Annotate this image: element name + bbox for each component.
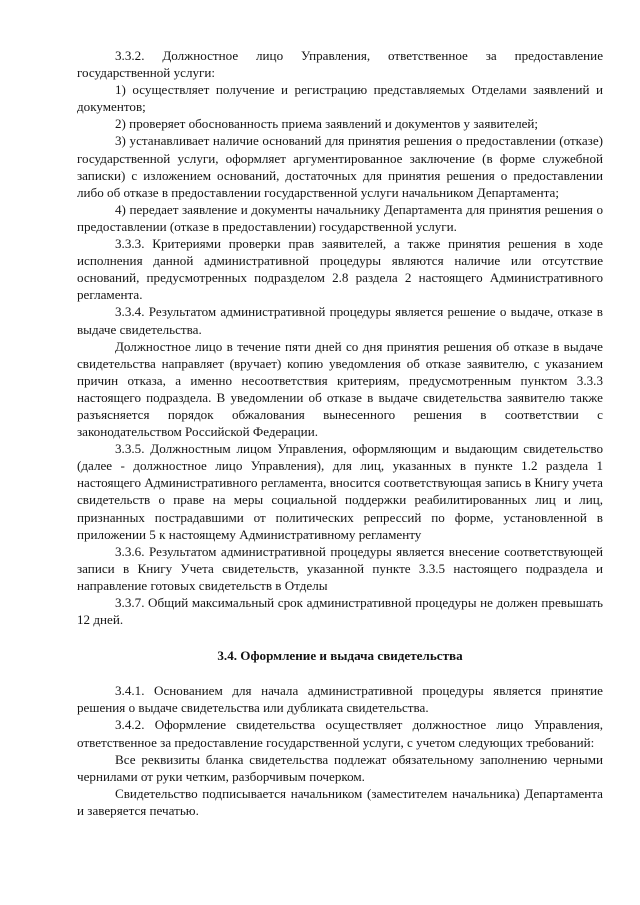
paragraph-refusal-notice: Должностное лицо в течение пяти дней со дня принятия решения об отказе в выдаче свидетельства направляет (вручает) копию уведомления об отказе заявителю, с указанием причин отказа, а именно несоответствия критериям, предусмотренным пунктом 3.3.3 настоящего подраздела. В уведомлении об отказе в выдаче свидетельства заявителю также разъясняется порядок обжалования вынесенного решения в соответствии с законодательством Российской Федерации. xyxy=(77,338,603,440)
paragraph-requisites: Все реквизиты бланка свидетельства подлежат обязательному заполнению черными чернилами от руки четким, разборчивым почерком. xyxy=(77,751,603,784)
document-page xyxy=(77,47,603,819)
paragraph-3-3-6: 3.3.6. Результатом административной процедуры является внесение соответствующей записи в Книгу Учета свидетельств, указанной пункте 3.3.5 настоящего подраздела и направление готовых свидетельств в Отделы xyxy=(77,543,603,593)
spacer xyxy=(77,628,603,647)
list-item-4: 4) передает заявление и документы начальнику Департамента для принятия решения о предоставлении (отказе в предоставлении) государственной услуги. xyxy=(77,201,603,234)
paragraph-3-4-2: 3.4.2. Оформление свидетельства осуществляет должностное лицо Управления, ответственное за предоставление государственной услуги, с учетом следующих требований: xyxy=(77,717,603,750)
paragraph-3-3-5: 3.3.5. Должностным лицом Управления, оформляющим и выдающим свидетельство (далее - должностное лицо Управления), для лиц, указанных в пункте 1.2 раздела 1 настоящего Административного регламента, вносится соответствующая запись в Книгу учета свидетельств о праве на меры социальной поддержки реабилитированных лиц и лиц, признанных пострадавшими от политических репрессий по форме, установленной в приложении 5 к настоящему Административному регламенту xyxy=(77,441,603,542)
paragraph-3-3-7: 3.3.7. Общий максимальный срок административной процедуры не должен превышать 12 дней. xyxy=(77,595,603,628)
list-item-1: 1) осуществляет получение и регистрацию представляемых Отделами заявлений и документов; xyxy=(77,82,603,115)
paragraph-3-3-4: 3.3.4. Результатом административной процедуры является решение о выдаче, отказе в выдаче свидетельства. xyxy=(77,304,603,337)
section-heading: 3.4. Оформление и выдача свидетельства xyxy=(217,648,463,664)
list-item-3: 3) устанавливает наличие оснований для принятия решения о предоставлении (отказе) государственной услуги, оформляет аргументированное заключение (в форме служебной записки) с изложением оснований, достаточных для принятия решения о предоставлении либо об отказе в предоставлении государственной услуги начальником Департамента; xyxy=(77,133,603,200)
paragraph-3-3-3: 3.3.3. Критериями проверки прав заявителей, а также принятия решения в ходе исполнения данной административной процедуры являются наличие или отсутствие оснований, предусмотренных подразделом 2.8 раздела 2 настоящего Административного регламента. xyxy=(77,236,603,303)
paragraph-3-3-2: 3.3.2. Должностное лицо Управления, ответственное за предоставление государственной услуги: xyxy=(77,48,603,81)
spacer xyxy=(77,664,603,682)
paragraph-3-4-1: 3.4.1. Основанием для начала административной процедуры является принятие решения о выдаче свидетельства или дубликата свидетельства. xyxy=(77,683,603,716)
list-item-2: 2) проверяет обоснованность приема заявлений и документов у заявителей; xyxy=(115,116,539,132)
paragraph-signature: Свидетельство подписывается начальником (заместителем начальника) Департамента и заверяется печатью. xyxy=(77,785,603,818)
